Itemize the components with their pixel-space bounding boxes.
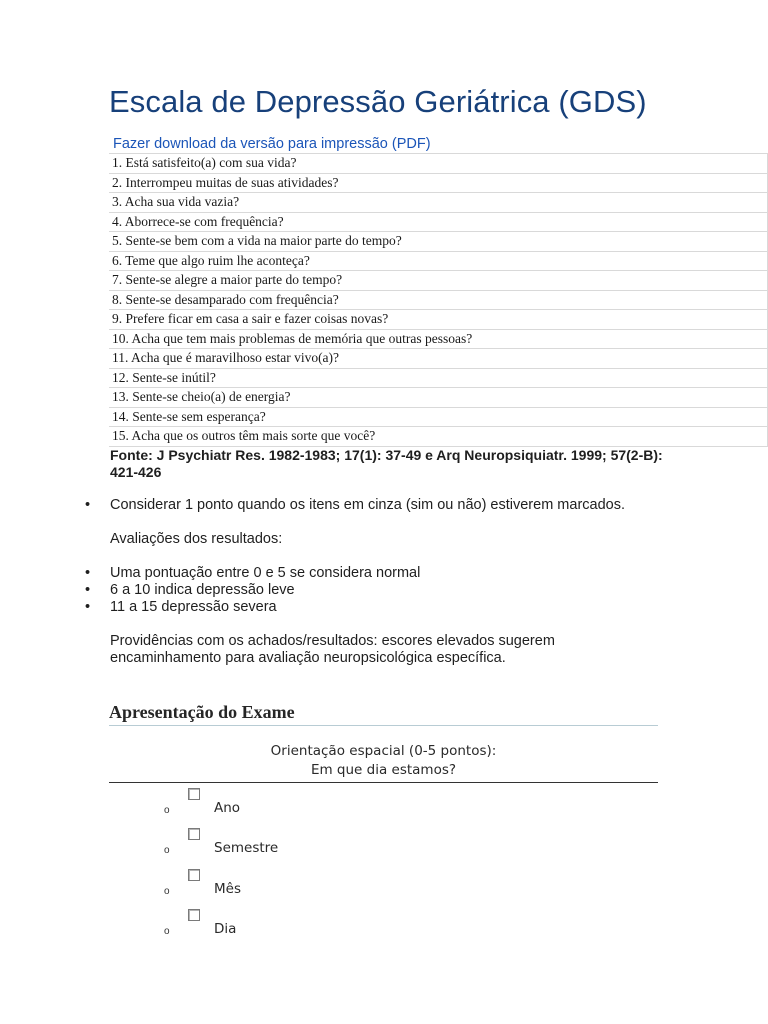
question-cell: 13. Sente-se cheio(a) de energia? — [109, 388, 768, 408]
result-text: 6 a 10 indica depressão leve — [110, 582, 295, 598]
question-cell: 15. Acha que os outros têm mais sorte que você? — [109, 427, 768, 447]
scoring-notes — [85, 497, 630, 667]
question-cell: 11. Acha que é maravilhoso estar vivo(a)? — [109, 349, 768, 369]
question-cell: 14. Sente-se sem esperança? — [109, 407, 768, 427]
question-cell: 7. Sente-se alegre a maior parte do tempo? — [109, 271, 768, 291]
table-row — [109, 368, 768, 388]
table-row — [109, 251, 768, 271]
question-cell: 6. Teme que algo ruim lhe aconteça? — [109, 251, 768, 271]
source-reference: Fonte: J Psychiatr Res. 1982-1983; 17(1): 37-49 e Arq Neuropsiquiatr. 1999; 57(2-B): 421-426 — [110, 447, 663, 480]
download-pdf-link[interactable]: Fazer download da versão para impressão (PDF) — [113, 136, 431, 152]
table-row — [109, 290, 768, 310]
option-ano — [0, 788, 768, 824]
option-label: Dia — [214, 921, 237, 937]
checkbox-icon[interactable] — [188, 788, 200, 800]
question-cell: 9. Prefere ficar em casa a sair e fazer coisas novas? — [109, 310, 768, 330]
option-label: Semestre — [214, 840, 279, 856]
table-row — [109, 349, 768, 369]
table-row — [109, 193, 768, 213]
circle-bullet-icon: o — [164, 805, 170, 816]
table-row — [109, 212, 768, 232]
option-label: Mês — [214, 881, 241, 897]
table-row — [109, 407, 768, 427]
question-cell: 5. Sente-se bem com a vida na maior parte do tempo? — [109, 232, 768, 252]
option-mes — [0, 869, 768, 905]
list-item — [85, 582, 630, 599]
question-cell: 2. Interrompeu muitas de suas atividades? — [109, 173, 768, 193]
question-cell: 8. Sente-se desamparado com frequência? — [109, 290, 768, 310]
bullet-icon: • — [85, 599, 91, 615]
checkbox-icon[interactable] — [188, 828, 200, 840]
bullet-icon: • — [85, 582, 91, 598]
result-text: 11 a 15 depressão severa — [110, 599, 277, 615]
circle-bullet-icon: o — [164, 845, 170, 856]
table-row — [109, 427, 768, 447]
option-dia — [0, 909, 768, 945]
table-row — [109, 271, 768, 291]
question-cell: 1. Está satisfeito(a) com sua vida? — [109, 154, 768, 174]
gds-questions-table — [109, 153, 768, 447]
actions-text: Providências com os achados/resultados: escores elevados sugerem encaminhamento para avaliação neuropsicológica específica. — [110, 633, 555, 666]
list-item — [85, 599, 630, 616]
table-row — [109, 154, 768, 174]
circle-bullet-icon: o — [164, 926, 170, 937]
table-row — [109, 173, 768, 193]
checkbox-icon[interactable] — [188, 909, 200, 921]
bullet-icon: • — [85, 497, 91, 513]
table-row — [109, 232, 768, 252]
exam-heading: Apresentação do Exame — [109, 702, 658, 726]
results-heading: Avaliações dos resultados: — [110, 531, 283, 547]
exam-question-box — [109, 742, 658, 783]
result-text: Uma pontuação entre 0 e 5 se considera normal — [110, 565, 421, 581]
checkbox-icon[interactable] — [188, 869, 200, 881]
question-cell: 4. Aborrece-se com frequência? — [109, 212, 768, 232]
page-title: Escala de Depressão Geriátrica (GDS) — [109, 84, 647, 119]
table-row — [109, 388, 768, 408]
option-label: Ano — [214, 800, 241, 816]
option-semestre — [0, 828, 768, 864]
bullet-icon: • — [85, 565, 91, 581]
question-cell: 12. Sente-se inútil? — [109, 368, 768, 388]
scoring-rule-text: Considerar 1 ponto quando os itens em cinza (sim ou não) estiverem marcados. — [110, 497, 626, 513]
list-item — [85, 497, 630, 514]
table-row — [109, 310, 768, 330]
list-item — [85, 565, 630, 582]
exam-section-title: Orientação espacial (0-5 pontos): — [270, 743, 497, 759]
table-row — [109, 329, 768, 349]
exam-question: Em que dia estamos? — [310, 762, 457, 778]
circle-bullet-icon: o — [164, 886, 170, 897]
question-cell: 10. Acha que tem mais problemas de memória que outras pessoas? — [109, 329, 768, 349]
question-cell: 3. Acha sua vida vazia? — [109, 193, 768, 213]
